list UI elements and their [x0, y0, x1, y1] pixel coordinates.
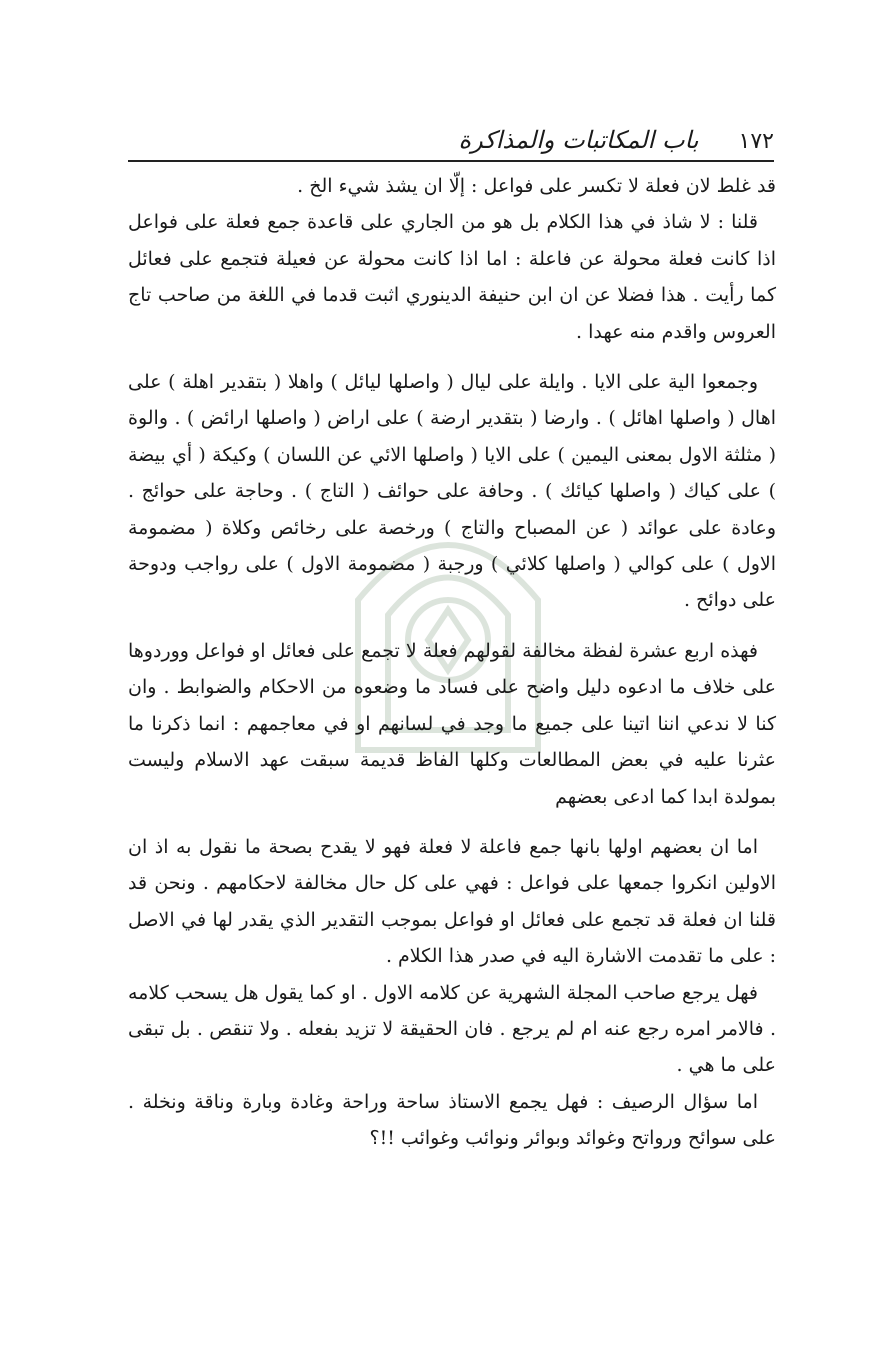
paragraph-4: فهذه اربع عشرة لفظة مخالفة لقولهم فعلة لا تجمع على فعائل او فواعل ووردوها على خلاف ما ادعوه دليل واضح على فساد ما وضعوه من الاحكام والضوابط . وان كنا لا ندعي اننا اتينا على جميع ما وجد في لسانهم او في معاجمهم : انما ذكرنا ما عثرنا عليه في بعض المطالعات وكلها الفاظ قديمة سبقت عهد الاسلام وليست بمولدة ابدا كما ادعى بعضهم: [128, 639, 776, 808]
running-title: باب المكاتبات والمذاكرة: [458, 126, 699, 154]
paragraph-7: اما سؤال الرصيف : فهل يجمع الاستاذ ساحة وراحة وغادة وبارة وناقة ونخلة . على سوائح ورواتح وغوائد وبوائر ونوائب وغوائب !!؟: [128, 1090, 776, 1150]
page-number: ١٧٢: [738, 129, 774, 154]
body-text: [128, 168, 776, 1157]
paragraph-5: اما ان بعضهم اولها بانها جمع فاعلة لا فعلة فهو لا يقدح بصحة ما نقول به اذ ان الاولين انكروا جمعها على فواعل : فهي على كل حال مخالفة لاحكامهم . ونحن قد قلنا ان فعلة قد تجمع على فعائل او فواعل بموجب التقدير الذي يقدر لها في الاصل : على ما تقدمت الاشارة اليه في صدر هذا الكلام .: [128, 835, 776, 968]
paragraph-2: قلنا : لا شاذ في هذا الكلام بل هو من الجاري على قاعدة جمع فعلة على فواعل اذا كانت فعلة محولة عن فاعلة : اما اذا كانت محولة عن فعيلة فتجمع على فعائل كما رأيت . هذا فضلا عن ان ابن حنيفة الدينوري اثبت قدما في اللغة من صاحب تاج العروس واقدم منه عهدا .: [128, 211, 776, 343]
paragraph-6: فهل يرجع صاحب المجلة الشهرية عن كلامه الاول . او كما يقول هل يسحب كلامه . فالامر امره رجع عنه ام لم يرجع . فان الحقيقة لا تزيد بفعله . ولا تنقص . بل تبقى على ما هي .: [128, 981, 776, 1077]
page-header: [128, 108, 774, 154]
header-rule: [128, 160, 774, 162]
paragraph-3: وجمعوا الية على الايا . وايلة على ليال ( واصلها ليائل ) واهلا ( بتقدير اهلة ) على اهال ( واصلها اهائل ) . وارضا ( بتقدير ارضة ) على اراض ( واصلها ارائض ) . والوة ( مثلثة الاول بمعنى اليمين ) على الايا ( واصلها الائي عن اللسان ) وكيكة ( أي بيضة ) على كياك ( واصلها كيائك ) . وحافة على حوائف ( التاج ) . وحاجة على حوائج . وعادة على عوائد ( عن المصباح والتاج ) ورخصة على رخائص وكلاة ( مضمومة الاول ) على كوالي ( واصلها كلائي ) ورجبة ( مضمومة الاول ) على رواجب ودوحة على دوائح .: [128, 371, 776, 612]
paragraph-1: قد غلط لان فعلة لا تكسر على فواعل : إلّا ان يشذ شيء الخ .: [297, 175, 776, 197]
